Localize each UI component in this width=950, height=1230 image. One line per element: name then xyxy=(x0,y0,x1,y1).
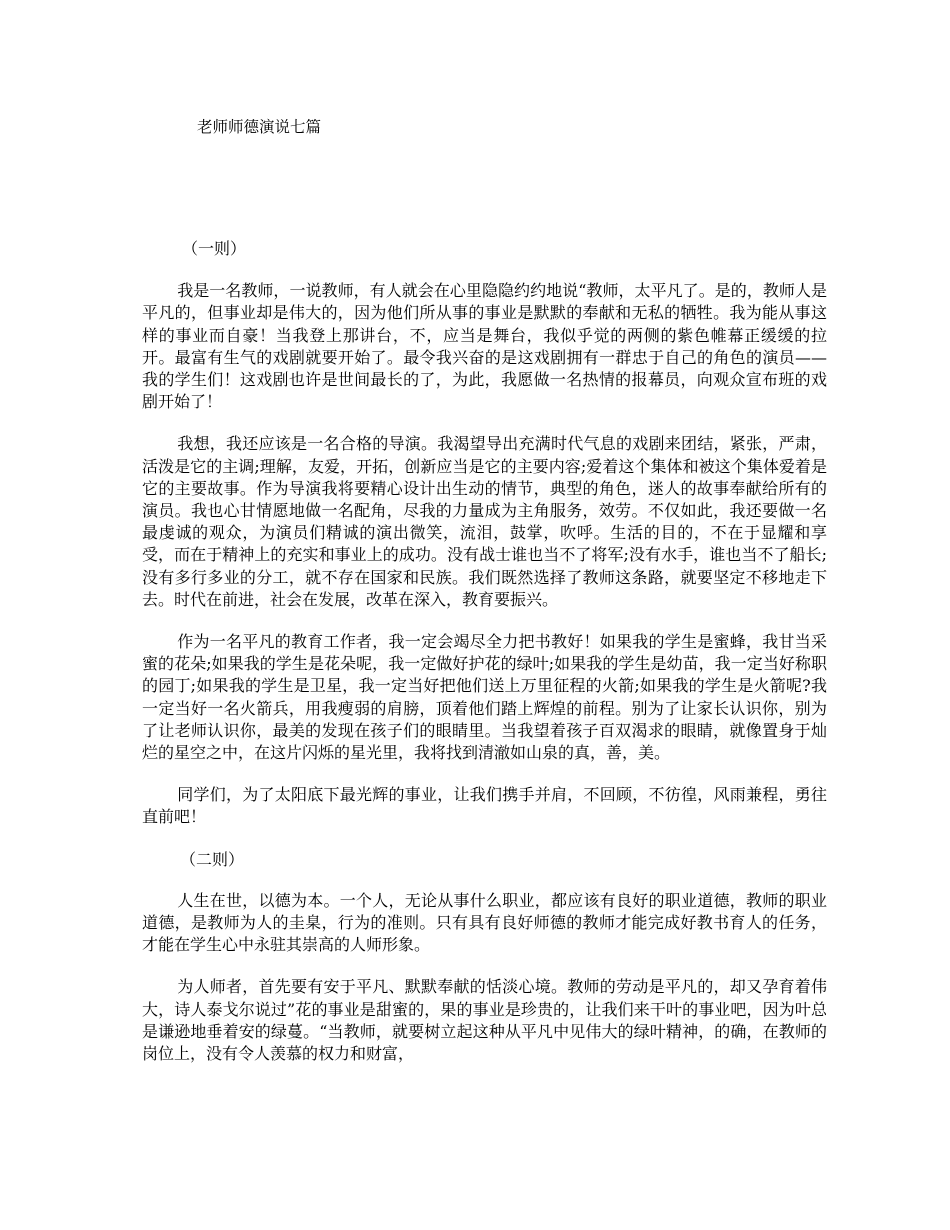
section-one xyxy=(142,238,827,829)
section-two xyxy=(142,849,827,1066)
document-title: 老师师德演说七篇 xyxy=(197,118,322,136)
paragraph: 人生在世，以德为本。一个人，无论从事什么职业，都应该有良好的职业道德，教师的职业道德，是教师为人的圭臬，行为的准则。只有具有良好师德的教师才能完成好教书育人的任务，才能在学生心中永驻其崇高的人师形象。 xyxy=(142,890,827,955)
paragraph: 为人师者，首先要有安于平凡、默默奉献的恬淡心境。教师的劳动是平凡的，却又孕育着伟大，诗人泰戈尔说过”花的事业是甜蜜的，果的事业是珍贵的，让我们来干叶的事业吧，因为叶总是谦逊地垂着安的绿蔓。“当教师，就要树立起这种从平凡中见伟大的绿叶精神，的确，在教师的岗位上，没有令人羡慕的权力和财富， xyxy=(142,977,827,1064)
paragraph: 同学们，为了太阳底下最光辉的事业，让我们携手并肩，不回顾，不彷徨，风雨兼程，勇往直前吧！ xyxy=(142,785,827,827)
paragraph: 作为一名平凡的教育工作者，我一定会竭尽全力把书教好！如果我的学生是蜜蜂，我甘当采蜜的花朵;如果我的学生是花朵呢，我一定做好护花的绿叶;如果我的学生是幼苗，我一定当好称职的园丁;如果我的学生是卫星，我一定当好把他们送上万里征程的火箭;如果我的学生是火箭呢?我一定当好一名火箭兵，用我瘦弱的肩膀，顶着他们踏上辉煌的前程。别为了让家长认识你，别为了让老师认识你，最美的发现在孩子们的眼睛里。当我望着孩子百双渴求的眼睛，就像置身于灿烂的星空之中，在这片闪烁的星光里，我将找到清澈如山泉的真，善，美。 xyxy=(142,632,827,763)
section-heading: （二则） xyxy=(180,849,245,869)
document-body xyxy=(142,238,827,1065)
paragraph: 我想，我还应该是一名合格的导演。我渴望导出充满时代气息的戏剧来团结，紧张，严肃，活泼是它的主调;理解，友爱，开拓，创新应当是它的主要内容;爱着这个集体和被这个集体爱着是它的主要故事。作为导演我将要精心设计出生动的情节，典型的角色，迷人的故事奉献给所有的演员。我也心甘情愿地做一名配角，尽我的力量成为主角服务，效劳。不仅如此，我还要做一名最虔诚的观众，为演员们精诚的演出微笑，流泪，鼓掌，吹呼。生活的目的，不在于显耀和享受，而在于精神上的充实和事业上的成功。没有战士谁也当不了将军;没有水手，谁也当不了船长;没有多行多业的分工，就不存在国家和民族。我们既然选择了教师这条路，就要坚定不移地走下去。时代在前进，社会在发展，改革在深入，教育要振兴。 xyxy=(142,434,827,609)
section-heading: （一则） xyxy=(182,239,247,258)
paragraph: 我是一名教师，一说教师，有人就会在心里隐隐约约地说“教师，太平凡了。是的，教师人是平凡的，但事业却是伟大的，因为他们所从事的事业是默默的奉献和无私的牺牲。我为能从事这样的事业而自豪！当我登上那讲台，不，应当是舞台，我似乎觉的两侧的紫色帷幕正缓缓的拉开。最富有生气的戏剧就要开始了。最令我兴奋的是这戏剧拥有一群忠于自己的角色的演员——我的学生们！这戏剧也许是世间最长的了，为此，我愿做一名热情的报幕员，向观众宣布班的戏剧开始了！ xyxy=(142,281,827,412)
